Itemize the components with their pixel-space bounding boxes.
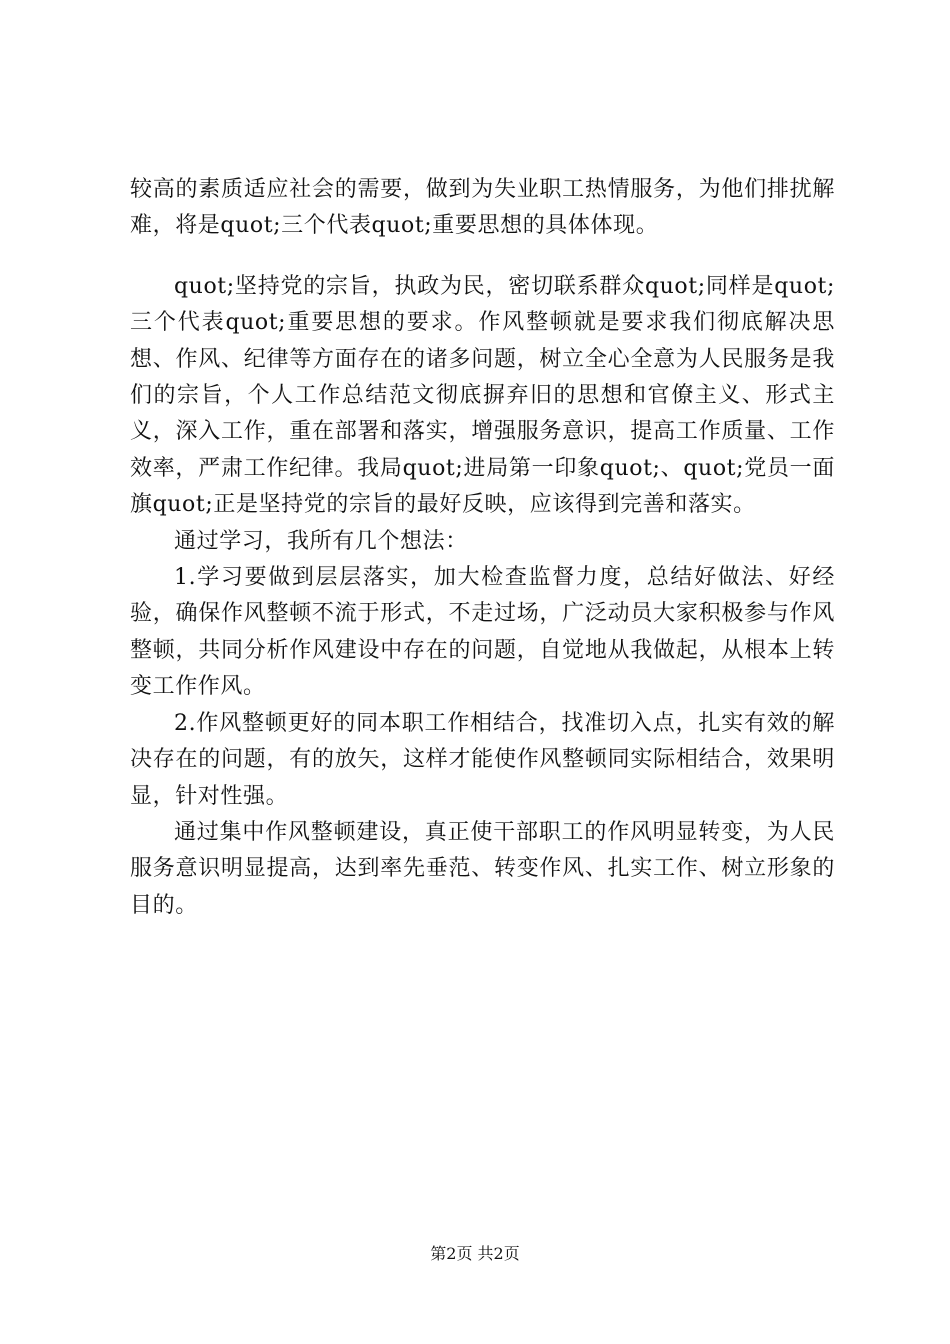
page-footer	[0, 1244, 950, 1264]
paragraph-spacer	[130, 245, 835, 269]
page-number-label: 第2页 共2页	[430, 1244, 520, 1263]
paragraph-point-2: 2.作风整顿更好的同本职工作相结合，找准切入点，扎实有效的解决存在的问题，有的放矢，这样才能使作风整顿同实际相结合，效果明显，针对性强。	[130, 710, 835, 809]
paragraph-continuation: 较高的素质适应社会的需要，做到为失业职工热情服务，为他们排扰解难，将是quot;三个代表quot;重要思想的具体体现。	[130, 177, 835, 239]
paragraph-party-purpose: quot;坚持党的宗旨，执政为民，密切联系群众quot;同样是quot;三个代表quot;重要思想的要求。作风整顿就是要求我们彻底解决思想、作风、纪律等方面存在的诸多问题，树立全心全意为人民服务是我们的宗旨，个人工作总结范文彻底摒弃旧的思想和官僚主义、形式主义，深入工作，重在部署和落实，增强服务意识，提高工作质量、工作效率，严肃工作纪律。我局quot;进局第一印象quot;、quot;党员一面旗quot;正是坚持党的宗旨的最好反映，应该得到完善和落实。	[130, 273, 835, 518]
document-body	[130, 172, 835, 924]
paragraph-point-1: 1.学习要做到层层落实，加大检查监督力度，总结好做法、好经验，确保作风整顿不流于形式，不走过场，广泛动员大家积极参与作风整顿，共同分析作风建设中存在的问题，自觉地从我做起，从根本上转变工作作风。	[130, 565, 835, 700]
paragraph-thoughts-intro: 通过学习，我所有几个想法：	[174, 528, 468, 554]
paragraph-conclusion: 通过集中作风整顿建设，真正使干部职工的作风明显转变，为人民服务意识明显提高，达到率先垂范、转变作风、扎实工作、树立形象的目的。	[130, 819, 835, 918]
